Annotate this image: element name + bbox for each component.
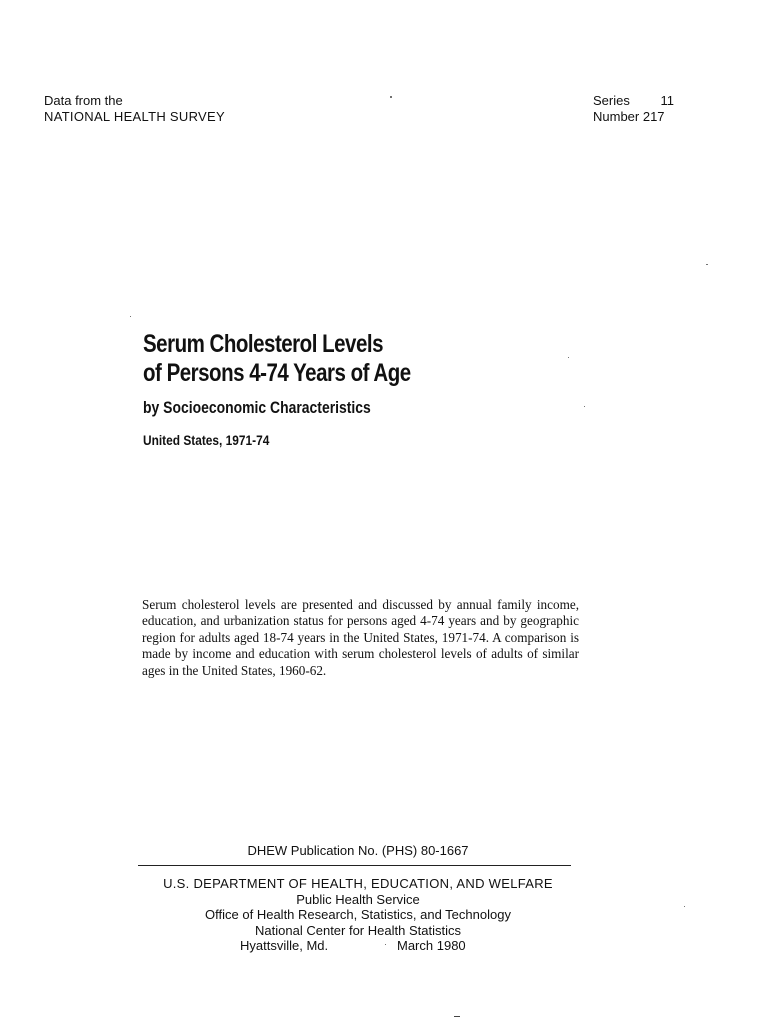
survey-source	[44, 93, 225, 125]
center-name: National Center for Health Statistics	[255, 922, 461, 938]
scan-speck	[584, 406, 585, 407]
publisher-block	[0, 876, 716, 954]
survey-source-line1: Data from the	[44, 93, 123, 108]
report-title-line1: Serum Cholesterol Levels	[143, 330, 383, 358]
scan-speck	[390, 96, 392, 98]
public-health-service: Public Health Service	[296, 891, 420, 907]
office-name: Office of Health Research, Statistics, and Technology	[205, 907, 511, 922]
report-number: Number 217	[593, 109, 665, 124]
report-subtitle: by Socioeconomic Characteristics	[143, 398, 371, 417]
scan-speck	[706, 264, 708, 265]
survey-source-line2: NATIONAL HEALTH SURVEY	[44, 109, 225, 124]
series-info	[593, 93, 674, 125]
publication-number: DHEW Publication No. (PHS) 80-1667	[247, 843, 469, 858]
scan-speck	[684, 906, 685, 907]
address-row	[0, 938, 716, 954]
scan-speck	[568, 357, 569, 358]
horizontal-rule	[138, 865, 571, 866]
scan-speck	[454, 1016, 460, 1017]
report-title	[143, 330, 469, 388]
report-title-line2: of Persons 4-74 Years of Age	[143, 359, 411, 387]
series-row	[593, 93, 674, 109]
series-number: 11	[660, 93, 674, 108]
publication-date: March 1980	[397, 938, 466, 953]
department-name: U.S. DEPARTMENT OF HEALTH, EDUCATION, AND WELFARE	[163, 876, 553, 891]
series-label: Series	[593, 93, 630, 108]
report-place-date: United States, 1971-74	[143, 432, 270, 448]
abstract-paragraph: Serum cholesterol levels are presented and discussed by annual family income, education, and urbanization status for persons aged 4-74 years and by geographic region for adults aged 18-74 years in the United States, 1971-74. A comparison is made by income and education with serum cholesterol levels of adults of similar ages in the United States, 1960-62.	[142, 597, 579, 678]
scan-speck	[385, 944, 386, 945]
scan-speck	[130, 316, 131, 317]
publication-city: Hyattsville, Md.	[240, 938, 329, 953]
